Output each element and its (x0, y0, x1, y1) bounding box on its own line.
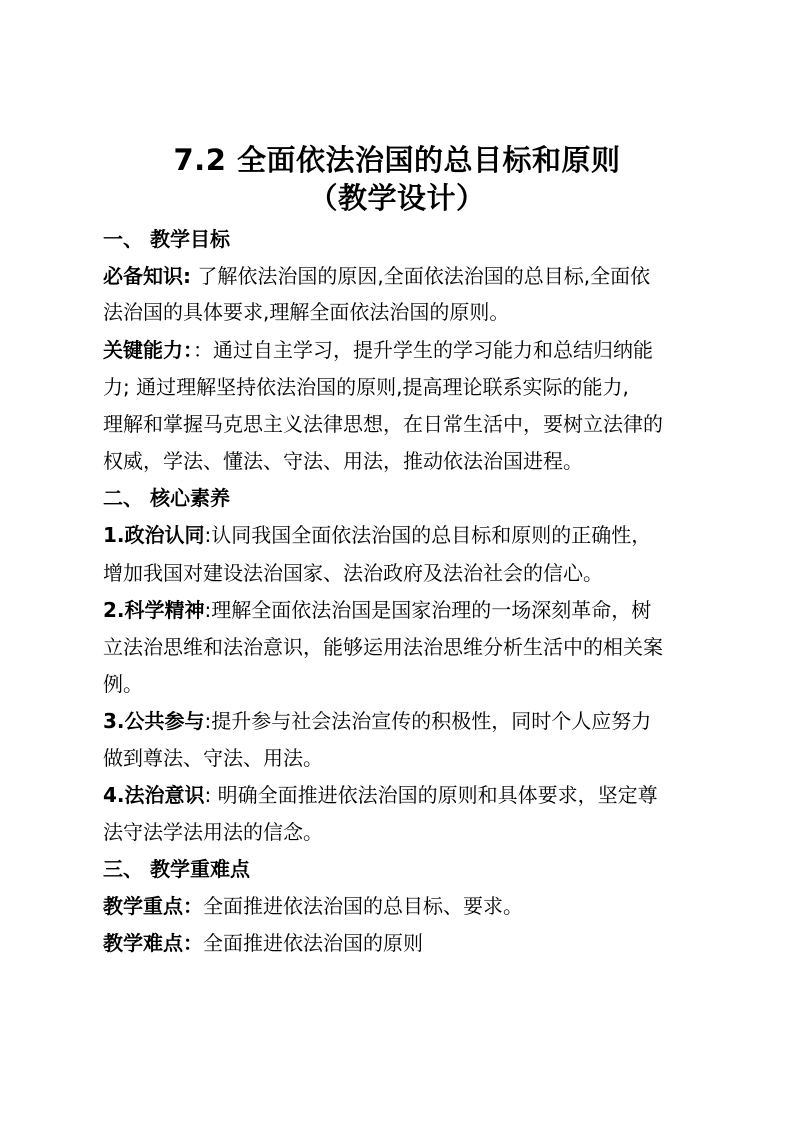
item4-line-2: 法守法学法用法的信念。 (103, 820, 323, 844)
difficult-point-text: 全面推进依法治国的原则 (203, 931, 423, 955)
ability-line-4: 权威，学法、懂法、守法、用法，推动依法治国进程。 (103, 449, 583, 473)
difficult-point-label: 教学难点： (103, 931, 203, 955)
ability-text-1: ：通过自主学习，提升学生的学习能力和总结归纳能 (193, 338, 653, 362)
section-heading-core-literacy: 二、 核心素养 (103, 486, 230, 510)
item2-label: 2.科学精神 (103, 598, 205, 622)
ability-label: 关键能力： (103, 338, 193, 362)
ability-line-1 (103, 337, 703, 363)
item3-label: 3.公共参与 (103, 709, 205, 733)
item4-label: 4.法治意识 (103, 783, 205, 807)
key-point-text: 全面推进依法治国的总目标、要求。 (203, 894, 523, 918)
key-point-label: 教学重点： (103, 894, 203, 918)
document-title: 7.2 全面依法治国的总目标和原则 (173, 143, 621, 177)
knowledge-text-1: 了解依法治国的原因,全面依法治国的总目标,全面依 (191, 264, 651, 288)
knowledge-label: 必备知识: (103, 264, 191, 288)
difficult-point-line (103, 930, 703, 956)
item3-line-2: 做到尊法、守法、用法。 (103, 746, 323, 770)
ability-line-3: 理解和掌握马克思主义法律思想，在日常生活中，要树立法律的 (103, 412, 663, 436)
item1-text-1: :认同我国全面依法治国的总目标和原则的正确性， (204, 523, 652, 547)
section-heading-key-difficult: 三、 教学重难点 (103, 857, 250, 881)
document-subtitle: （教学设计） (308, 181, 486, 215)
item1-label: 1.政治认同 (103, 523, 205, 547)
item2-text-1: :理解全面依法治国是国家治理的一场深刻革命，树 (204, 598, 652, 622)
item1-line-1 (103, 522, 703, 548)
key-point-line (103, 893, 703, 919)
section-heading-teaching-goals: 一、 教学目标 (103, 227, 230, 251)
knowledge-line-2: 法治国的具体要求,理解全面依法治国的原则。 (103, 300, 510, 324)
item4-text-1: : 明确全面推进依法治国的原则和具体要求，坚定尊 (204, 783, 658, 807)
item3-line-1 (103, 708, 703, 734)
item2-line-3: 例。 (103, 672, 143, 696)
item2-line-1 (103, 597, 703, 623)
item3-text-1: :提升参与社会法治宣传的积极性，同时个人应努力 (204, 709, 652, 733)
knowledge-line-1 (103, 263, 703, 289)
ability-line-2: 力; 通过理解坚持依法治国的原则,提高理论联系实际的能力, (103, 375, 629, 399)
item1-line-2: 增加我国对建设法治国家、法治政府及法治社会的信心。 (103, 561, 603, 585)
item4-line-1 (103, 782, 703, 808)
item2-line-2: 立法治思维和法治意识，能够运用法治思维分析生活中的相关案 (103, 635, 663, 659)
